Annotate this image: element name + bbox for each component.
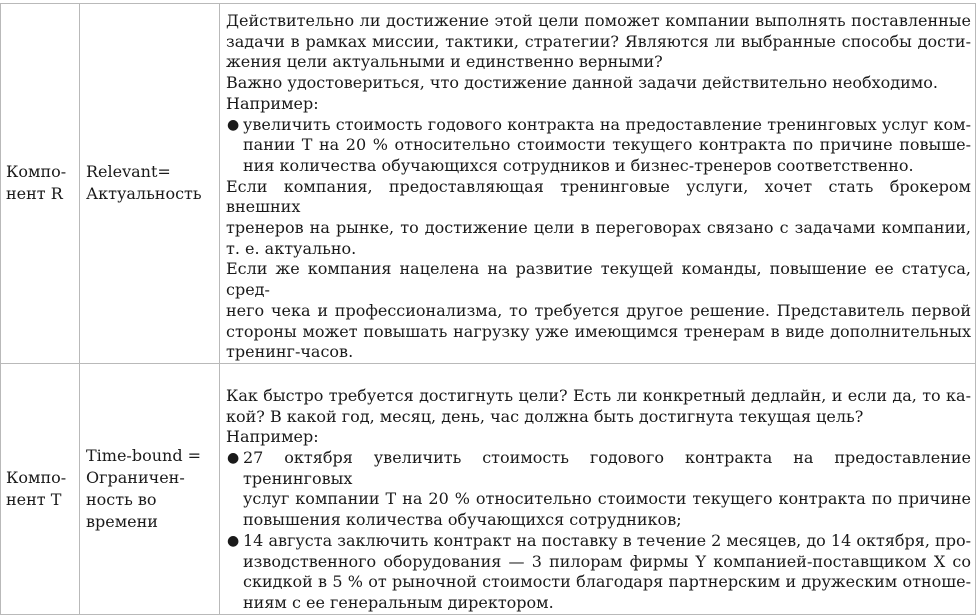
bullet-icon: ● [227,532,240,549]
description-paragraph [226,177,971,260]
paragraph-line: т. е. актуально. [226,238,357,258]
criterion-name-cell [80,363,220,614]
description-paragraph [226,427,971,448]
list-item [226,531,971,614]
paragraph-line: жения цели актуальными и единственно верными? [226,52,663,72]
smart-criteria-table [0,3,976,615]
bullet-line: скидкой в 5 % от рыночной стоимости благодаря партнерским и дружеским отноше- [243,572,971,592]
paragraph-line: Как быстро требуется достигнуть цели? Есть ли конкретный дедлайн, и если да, то ка- [226,385,971,405]
bullet-line: 27 октября увеличить стоимость годового контракта на предоставление тренинговых [243,448,971,488]
description-cell [220,4,976,364]
paragraph-line: стороны может повышать нагрузку уже имеющимся тренерам в виде дополнительных [226,321,971,341]
paragraph-line: тренинг-часов. [226,342,354,362]
criterion-name-line: времени [86,511,158,531]
bullet-line: ния количества обучающихся сотрудников и бизнес-тренеров соответственно. [243,155,914,175]
criterion-name-line: Relevant= [86,162,171,182]
bullet-line: услуг компании Т на 20 % относительно стоимости текущего контракта по причине [243,489,971,509]
criterion-name-line: ность во [86,489,157,509]
description-paragraph [226,386,971,427]
component-label-line: нент R [6,184,63,204]
component-cell [1,363,80,614]
list-item [226,448,971,531]
description-paragraph [226,259,971,363]
paragraph-line: Важно удостовериться, что достижение данной задачи действительно необходимо. [226,73,938,93]
paragraph-line: Если же компания нацелена на развитие текущей команды, повышение ее статуса, сред- [226,259,971,300]
criterion-name-line: Time-bound = [86,445,202,465]
paragraph-line: задачи в рамках миссии, тактики, стратегии? Являются ли выбранные способы дости- [226,31,971,51]
description-paragraph [226,73,971,94]
table-row [1,4,976,364]
component-label-line: Компо- [6,162,67,182]
paragraph-line: кой? В какой год, месяц, день, час должна быть достигнута текущая цель? [226,406,864,426]
component-label-line: нент Т [6,489,62,509]
bullet-line: повышения количества обучающихся сотрудников; [243,510,682,530]
bullet-line: 14 августа заключить контракт на поставку в течение 2 месяцев, до 14 октября, про- [243,530,971,550]
description-paragraph [226,11,971,73]
component-cell [1,4,80,364]
paragraph-line: тренеров на рынке, то достижение цели в переговорах связано с задачами компании, [226,218,971,238]
description-paragraph [226,94,971,115]
bullet-icon: ● [227,116,240,133]
table-row [1,363,976,614]
paragraph-line: Например: [226,93,319,113]
bullet-line: изводственного оборудования — 3 пилорам фирмы Y компанией-поставщиком X со [243,551,971,571]
paragraph-line: Действительно ли достижение этой цели поможет компании выполнять поставленные [226,11,971,30]
bullet-icon: ● [227,450,240,467]
bullet-line: ниям с ее генеральным директором. [243,592,554,612]
component-label-line: Компо- [6,467,67,487]
criterion-name-cell [80,4,220,364]
bullet-line: пании Т на 20 % относительно стоимости текущего контракта по причине повыше- [243,135,971,155]
list-item [226,115,971,177]
criterion-name-line: Актуальность [86,184,202,204]
criterion-name-line: Ограничен- [86,467,185,487]
paragraph-line: Если компания, предоставляющая тренинговые услуги, хочет стать брокером внешних [226,176,971,217]
paragraph-line: него чека и профессионализма, то требуется другое решение. Представитель первой [226,300,971,320]
description-cell [220,363,976,614]
paragraph-line: Например: [226,427,319,447]
bullet-line: увеличить стоимость годового контракта на предоставление тренинговых услуг ком- [243,114,971,134]
